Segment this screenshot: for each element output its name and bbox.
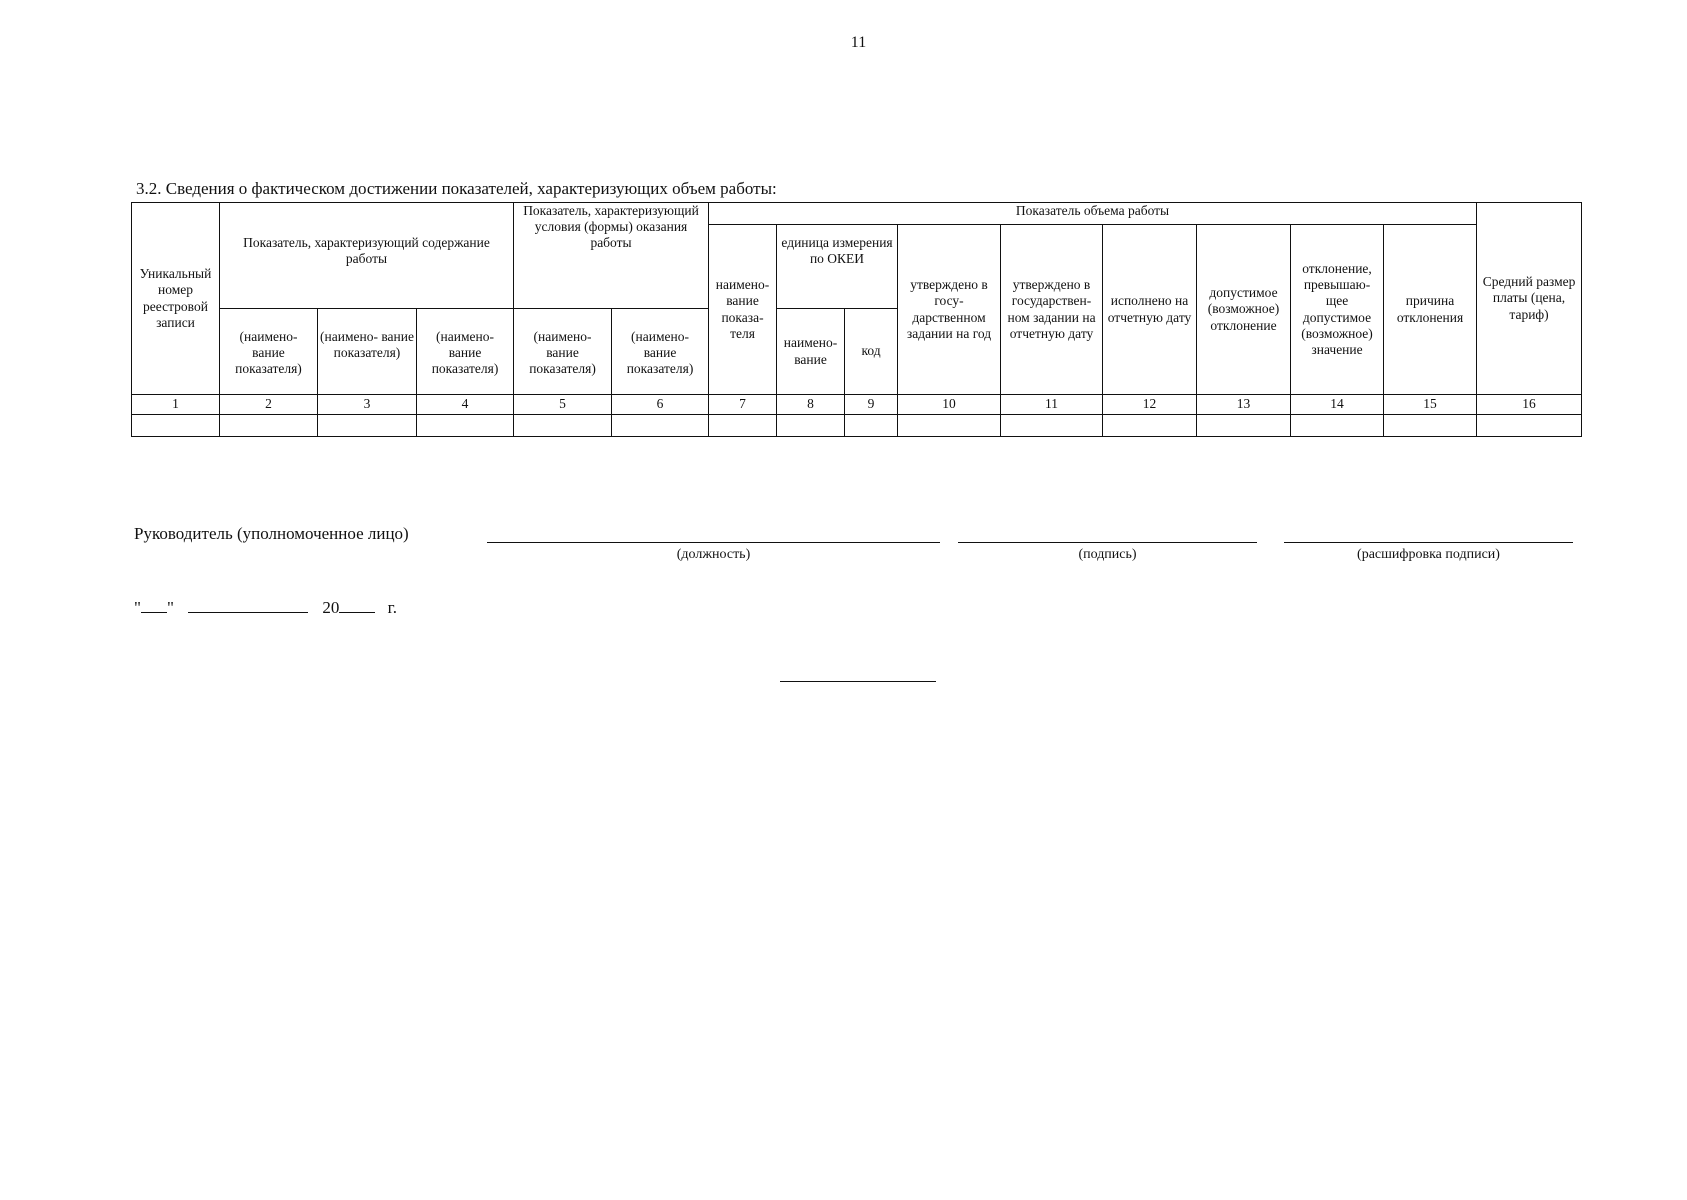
decoding-line[interactable]: [1284, 542, 1573, 543]
volume-indicator-header: Показатель объема работы: [709, 203, 1477, 225]
empty-cell[interactable]: [1197, 415, 1291, 437]
empty-cell[interactable]: [1103, 415, 1197, 437]
position-caption: (должность): [676, 547, 751, 562]
column-number: 4: [417, 395, 514, 415]
footer-rule: [780, 681, 936, 682]
indicator-name-header: наимено- вание показа- теля: [709, 225, 777, 395]
volume-indicators-table: [131, 202, 1582, 437]
column-number: 8: [777, 395, 845, 415]
empty-cell[interactable]: [1001, 415, 1103, 437]
indicator-name-col-2: (наимено- вание показателя): [220, 309, 318, 395]
year-prefix: 20: [322, 598, 340, 617]
column-number: 15: [1384, 395, 1477, 415]
indicator-name-col-6: (наимено- вание показателя): [612, 309, 709, 395]
column-number: 3: [318, 395, 417, 415]
signature-label: Руководитель (уполномоченное лицо): [134, 524, 409, 543]
day-blank[interactable]: [141, 596, 167, 613]
year-suffix: г.: [387, 598, 397, 617]
empty-cell[interactable]: [612, 415, 709, 437]
empty-cell[interactable]: [318, 415, 417, 437]
excess-deviation-header: отклонение, превышаю- щее допустимое (возможное) значение: [1291, 225, 1384, 395]
column-number: 16: [1477, 395, 1582, 415]
allowed-deviation-header: допустимое (возможное) отклонение: [1197, 225, 1291, 395]
unit-header: единица измерения по ОКЕИ: [777, 225, 898, 309]
empty-cell[interactable]: [709, 415, 777, 437]
date-close-quote: ": [166, 598, 174, 617]
column-number-row: [132, 395, 1582, 415]
month-blank[interactable]: [188, 596, 308, 613]
empty-cell[interactable]: [898, 415, 1001, 437]
reason-header: причина отклонения: [1384, 225, 1477, 395]
indicator-name-col-3: (наимено- вание показателя): [318, 309, 417, 395]
position-line[interactable]: [487, 542, 940, 543]
decoding-caption: (расшифровка подписи): [1357, 547, 1500, 562]
average-fee-header: Средний размер платы (цена, тариф): [1477, 203, 1582, 395]
column-number: 12: [1103, 395, 1197, 415]
content-indicator-header: Показатель, характеризующий содержание работы: [220, 203, 514, 309]
date-line: [134, 596, 397, 618]
unit-code-header: код: [845, 309, 898, 395]
empty-cell[interactable]: [777, 415, 845, 437]
page-number: 11: [850, 34, 867, 51]
unique-number-header: Уникальный номер реестровой записи: [132, 203, 220, 395]
empty-cell[interactable]: [1477, 415, 1582, 437]
year-blank[interactable]: [339, 596, 375, 613]
column-number: 2: [220, 395, 318, 415]
indicator-name-col-5: (наимено- вание показателя): [514, 309, 612, 395]
column-number: 7: [709, 395, 777, 415]
empty-cell[interactable]: [417, 415, 514, 437]
column-number: 6: [612, 395, 709, 415]
empty-cell[interactable]: [220, 415, 318, 437]
signature-line[interactable]: [958, 542, 1257, 543]
column-number: 1: [132, 395, 220, 415]
empty-cell[interactable]: [1384, 415, 1477, 437]
indicator-name-col-4: (наимено- вание показателя): [417, 309, 514, 395]
date-open-quote: ": [134, 598, 141, 617]
column-number: 5: [514, 395, 612, 415]
signature-caption: (подпись): [1078, 547, 1137, 562]
empty-data-row: [132, 415, 1582, 437]
executed-header: исполнено на отчетную дату: [1103, 225, 1197, 395]
column-number: 9: [845, 395, 898, 415]
empty-cell[interactable]: [132, 415, 220, 437]
empty-cell[interactable]: [845, 415, 898, 437]
column-number: 13: [1197, 395, 1291, 415]
section-title: 3.2. Сведения о фактическом достижении показателей, характеризующих объем работы:: [136, 179, 777, 198]
column-number: 14: [1291, 395, 1384, 415]
empty-cell[interactable]: [514, 415, 612, 437]
column-number: 10: [898, 395, 1001, 415]
approved-date-header: утверждено в государствен- ном задании на отчетную дату: [1001, 225, 1103, 395]
empty-cell[interactable]: [1291, 415, 1384, 437]
unit-name-header: наимено- вание: [777, 309, 845, 395]
conditions-indicator-header: Показатель, характеризующий условия (формы) оказания работы: [514, 203, 709, 309]
column-number: 11: [1001, 395, 1103, 415]
approved-year-header: утверждено в госу- дарственном задании на год: [898, 225, 1001, 395]
